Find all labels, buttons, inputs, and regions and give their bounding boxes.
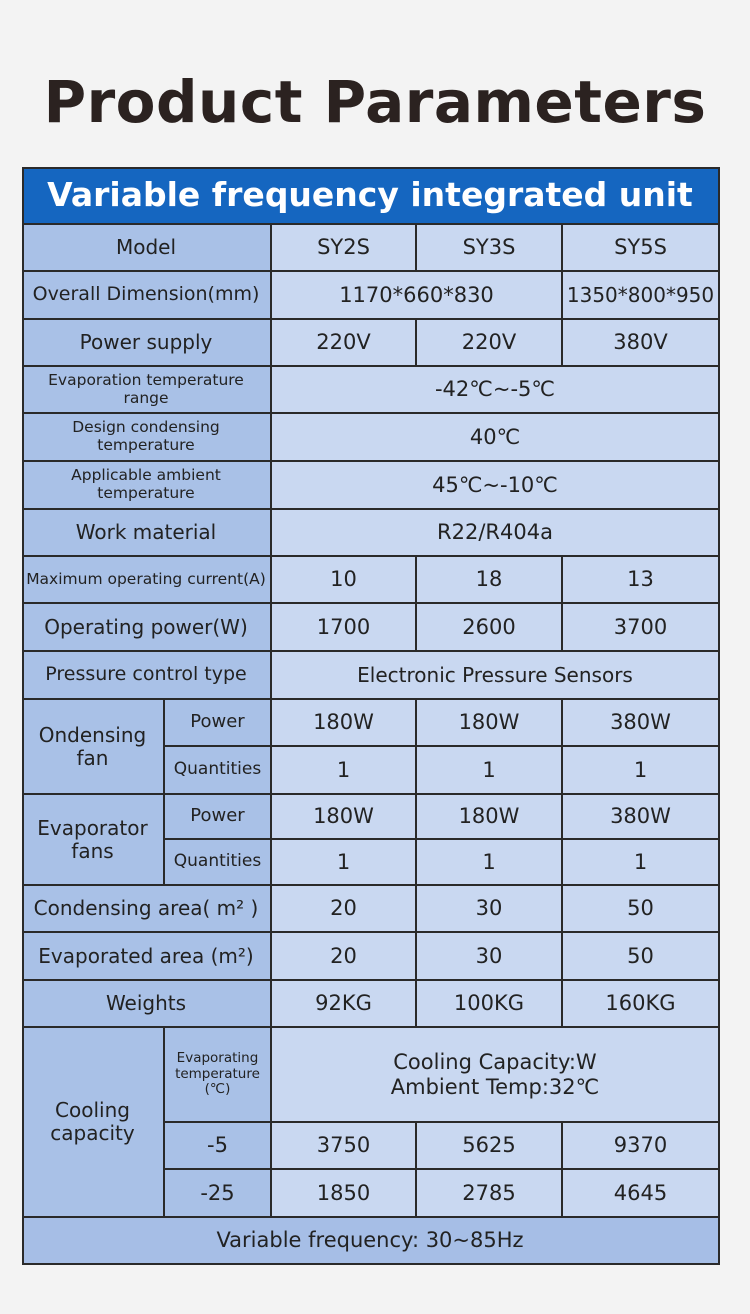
cond-fan-qty-sy5s: 1 bbox=[563, 747, 720, 795]
label-cond-fan-power: Power bbox=[165, 700, 272, 747]
weight-sy5s: 160KG bbox=[563, 981, 720, 1028]
label-work-material: Work material bbox=[22, 510, 272, 557]
label-power-supply: Power supply bbox=[22, 320, 272, 367]
label-evaporating-temperature: Evaporating temperature (℃) bbox=[165, 1028, 272, 1123]
evap-temp-range-value: -42℃~-5℃ bbox=[272, 367, 720, 414]
cond-fan-qty-sy3s: 1 bbox=[417, 747, 563, 795]
dimension-sy2s-sy3s: 1170*660*830 bbox=[272, 272, 563, 320]
table-footer: Variable frequency: 30~85Hz bbox=[22, 1218, 720, 1265]
cooling-m25-sy2s: 1850 bbox=[272, 1170, 417, 1218]
cond-area-sy2s: 20 bbox=[272, 886, 417, 933]
label-cond-fan-qty: Quantities bbox=[165, 747, 272, 795]
label-condensing-area: Condensing area( m² ) bbox=[22, 886, 272, 933]
page-title: Product Parameters bbox=[43, 68, 707, 136]
op-power-sy3s: 2600 bbox=[417, 604, 563, 652]
power-supply-sy3s: 220V bbox=[417, 320, 563, 367]
cond-fan-power-sy3s: 180W bbox=[417, 700, 563, 747]
label-evap-temp-range: Evaporation temperature range bbox=[22, 367, 272, 414]
cooling-temp-minus-5: -5 bbox=[165, 1123, 272, 1170]
parameter-table bbox=[22, 167, 720, 1265]
cond-fan-power-sy5s: 380W bbox=[563, 700, 720, 747]
max-current-sy2s: 10 bbox=[272, 557, 417, 604]
label-condensing-fan: Ondensing fan bbox=[22, 700, 165, 795]
cooling-capacity-note: Cooling Capacity:W Ambient Temp:32℃ bbox=[272, 1028, 720, 1123]
op-power-sy5s: 3700 bbox=[563, 604, 720, 652]
power-supply-sy5s: 380V bbox=[563, 320, 720, 367]
label-evaporator-fans: Evaporator fans bbox=[22, 795, 165, 886]
design-cond-temp-value: 40℃ bbox=[272, 414, 720, 462]
label-evap-fan-qty: Quantities bbox=[165, 840, 272, 886]
cond-area-sy3s: 30 bbox=[417, 886, 563, 933]
table-banner: Variable frequency integrated unit bbox=[22, 167, 720, 225]
cooling-temp-minus-25: -25 bbox=[165, 1170, 272, 1218]
cond-area-sy5s: 50 bbox=[563, 886, 720, 933]
label-model: Model bbox=[22, 225, 272, 272]
evap-fan-power-sy3s: 180W bbox=[417, 795, 563, 840]
evap-fan-qty-sy3s: 1 bbox=[417, 840, 563, 886]
label-operating-power: Operating power(W) bbox=[22, 604, 272, 652]
label-dimension: Overall Dimension(mm) bbox=[22, 272, 272, 320]
evap-area-sy5s: 50 bbox=[563, 933, 720, 981]
cond-fan-qty-sy2s: 1 bbox=[272, 747, 417, 795]
label-weights: Weights bbox=[22, 981, 272, 1028]
cooling-m25-sy3s: 2785 bbox=[417, 1170, 563, 1218]
evap-fan-power-sy2s: 180W bbox=[272, 795, 417, 840]
label-max-current: Maximum operating current(A) bbox=[22, 557, 272, 604]
evap-area-sy2s: 20 bbox=[272, 933, 417, 981]
work-material-value: R22/R404a bbox=[272, 510, 720, 557]
label-ambient-temp: Applicable ambient temperature bbox=[22, 462, 272, 510]
cooling-m5-sy2s: 3750 bbox=[272, 1123, 417, 1170]
evap-area-sy3s: 30 bbox=[417, 933, 563, 981]
dimension-sy5s: 1350*800*950 bbox=[563, 272, 720, 320]
model-sy3s: SY3S bbox=[417, 225, 563, 272]
model-sy5s: SY5S bbox=[563, 225, 720, 272]
max-current-sy5s: 13 bbox=[563, 557, 720, 604]
label-cooling-capacity: Cooling capacity bbox=[22, 1028, 165, 1218]
weight-sy2s: 92KG bbox=[272, 981, 417, 1028]
label-design-cond-temp: Design condensing temperature bbox=[22, 414, 272, 462]
label-evap-fan-power: Power bbox=[165, 795, 272, 840]
weight-sy3s: 100KG bbox=[417, 981, 563, 1028]
evap-fan-qty-sy5s: 1 bbox=[563, 840, 720, 886]
op-power-sy2s: 1700 bbox=[272, 604, 417, 652]
cond-fan-power-sy2s: 180W bbox=[272, 700, 417, 747]
cooling-m5-sy3s: 5625 bbox=[417, 1123, 563, 1170]
ambient-temp-value: 45℃~-10℃ bbox=[272, 462, 720, 510]
evap-fan-qty-sy2s: 1 bbox=[272, 840, 417, 886]
label-pressure-control: Pressure control type bbox=[22, 652, 272, 700]
evap-fan-power-sy5s: 380W bbox=[563, 795, 720, 840]
model-sy2s: SY2S bbox=[272, 225, 417, 272]
power-supply-sy2s: 220V bbox=[272, 320, 417, 367]
cooling-m25-sy5s: 4645 bbox=[563, 1170, 720, 1218]
max-current-sy3s: 18 bbox=[417, 557, 563, 604]
cooling-m5-sy5s: 9370 bbox=[563, 1123, 720, 1170]
label-evaporated-area: Evaporated area (m²) bbox=[22, 933, 272, 981]
pressure-control-value: Electronic Pressure Sensors bbox=[272, 652, 720, 700]
